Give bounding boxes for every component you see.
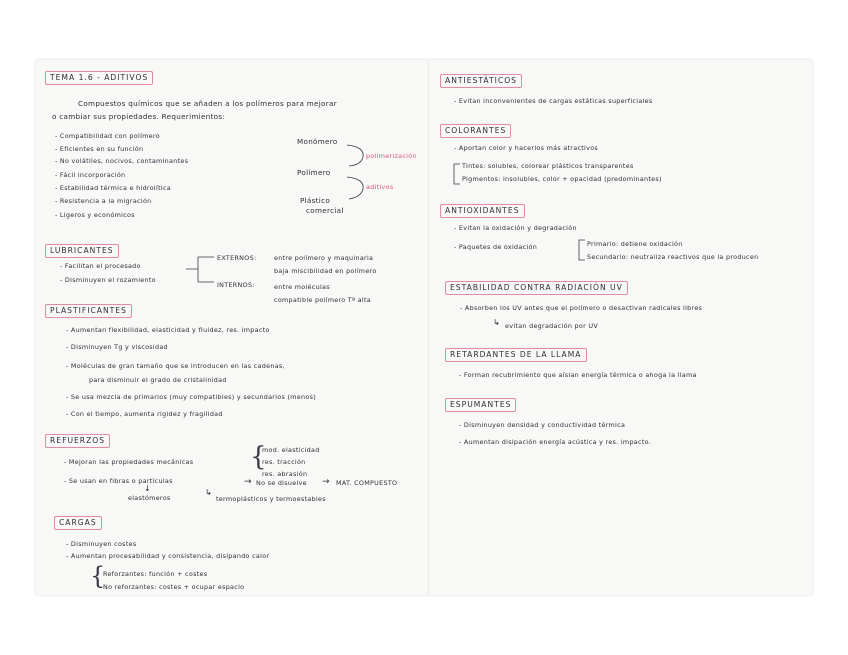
non-reinforcing-filler: No reforzantes: costes + ocupar espacio [103,583,245,591]
reinforcing-filler: Reforzantes: función + costes [103,570,208,578]
reinforcement-prop: mod. elasticidad [262,446,320,454]
intro-line-1: Compuestos químicos que se añaden a los polímeros para mejorar [78,99,337,108]
left-title: TEMA 1.6 - ADITIVOS [45,71,153,85]
foaming-item: - Disminuyen densidad y conductividad térmica [459,421,626,429]
reinforcement-prop: res. tracción [262,458,306,466]
antioxidants-bracket [577,238,587,262]
plasticizer-item: para disminuir el grado de cristalinidad [89,376,227,384]
plasticizer-item: - Con el tiempo, aumenta rigidez y fragilidad [66,410,223,418]
requirement-item: - Compatibilidad con polímero [55,132,160,140]
props-brace: { [250,442,267,472]
dyes-text: Tintes: solubles, colorear plásticos transparentes [462,162,634,170]
polymer-label: Polímero [297,168,331,177]
requirement-item: - Resistencia a la migración [55,197,152,205]
primary-text: Primario: detiene oxidación [587,240,683,248]
arrow-icon: → [322,477,330,487]
requirement-item: - Eficientes en su función [55,145,144,153]
reinforcement-item: - Se usan en fibras o partículas [64,477,173,485]
requirement-item: - Ligeros y económicos [55,211,135,219]
foaming-title: ESPUMANTES [445,398,516,412]
reinforcement-item: - Mejoran las propiedades mecánicas [64,458,194,466]
thermo-text: termoplásticos y termoestables [216,495,326,503]
composite-text: MAT. COMPUESTO [336,479,398,487]
uv-text: - Absorben los UV antes que el polímero o desactivan radicales libres [460,304,703,312]
elastomers-text: elastómeros [128,494,171,502]
monomer-label: Monómero [297,137,338,146]
fillers-title: CARGAS [54,516,102,530]
lubricants-title: LUBRICANTES [45,244,119,258]
hook-arrow-icon: ↳ [493,318,500,327]
flame-text: - Forman recubrimiento que aíslan energía térmica o ahoga la llama [459,371,697,379]
requirement-item: - No volátiles, nocivos, contaminantes [55,157,189,165]
antistatic-text: - Evitan inconvenientes de cargas estáticas superficiales [454,97,653,105]
internal-text-1: entre moléculas [274,283,330,291]
internal-text-2: compatible polímero Tª alta [274,296,371,304]
uv-sub-text: evitan degradación por UV [505,322,599,330]
reinforcements-title: REFUERZOS [45,434,110,448]
filler-item: - Aumentan procesabilidad y consistencia, disipando calor [66,552,270,560]
uv-title: ESTABILIDAD CONTRA RADIACIÓN UV [445,281,628,295]
external-text-1: entre polímero y maquinaria [274,254,374,262]
plasticizer-item: - Moléculas de gran tamaño que se introducen en las cadenas, [66,362,285,370]
filler-item: - Disminuyen costes [66,540,137,548]
plasticizer-item: - Se usa mezcla de primarios (muy compatibles) y secundarios (menos) [66,393,316,401]
colorants-title: COLORANTES [440,124,511,138]
colorants-bracket [452,162,462,186]
polymerization-label: polimerización [366,152,417,160]
colorants-text: - Aportan color y hacerlos más atractivos [454,144,599,152]
fillers-brace: { [90,562,106,590]
antioxidants-title: ANTIOXIDANTES [440,204,525,218]
plasticizer-item: - Aumentan flexibilidad, elasticidad y fluidez, res. impacto [66,326,270,334]
additives-label: aditivos [366,183,394,191]
secondary-text: Secundario: neutraliza reactivos que la producen [587,253,759,261]
plastic-label: Plástico [300,196,331,205]
not-dissolve-text: No se disuelve [256,479,307,487]
packets-text: - Paquetes de oxidación [454,243,538,251]
plasticizers-title: PLASTIFICANTES [45,304,132,318]
foaming-item: - Aumentan disipación energía acústica y res. impacto. [459,438,652,446]
page-fold [428,60,430,595]
flame-title: RETARDANTES DE LA LLAMA [445,348,587,362]
internal-label: INTERNOS: [217,281,255,289]
antistatic-title: ANTIESTÁTICOS [440,74,522,88]
lubricant-item: - Facilitan el procesado [60,262,141,270]
external-label: EXTERNOS: [217,254,257,262]
down-arrow-icon: ↓ [144,484,151,493]
lubricant-item: - Disminuyen el rozamiento [60,276,156,284]
requirement-item: - Estabilidad térmica e hidrolítica [55,184,171,192]
commercial-label: comercial [306,206,344,215]
requirement-item: - Fácil incorporación [55,171,126,179]
lubricant-connector [186,254,216,288]
pigments-text: Pigmentos: insolubles, color + opacidad (predominantes) [462,175,662,183]
intro-line-2: o cambiar sus propiedades. Requerimientos: [52,112,226,121]
arrow-icon: → [244,477,252,487]
hook-arrow-icon: ↳ [205,488,212,497]
external-text-2: baja miscibilidad en polímero [274,267,377,275]
plasticizer-item: - Disminuyen Tg y viscosidad [66,343,168,351]
reinforcement-prop: res. abrasión [262,470,308,478]
antioxidants-text: - Evitan la oxidación y degradación [454,224,577,232]
